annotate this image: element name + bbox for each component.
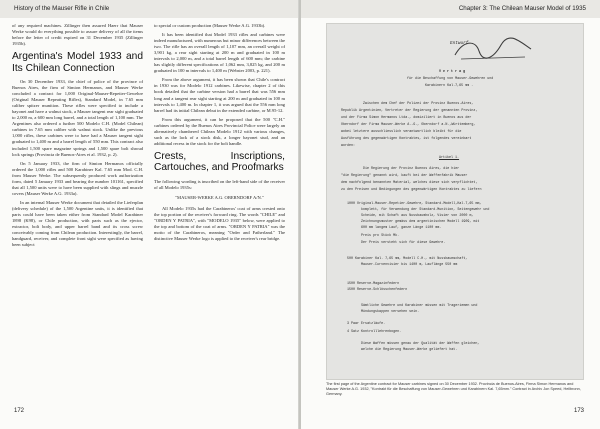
text-column-2 — [154, 23, 285, 245]
doc-heading-line: für die Beschaffung von Mauser-Gewehren und — [407, 77, 494, 81]
doc-item-line: 1000 Original-Mauser-Repetier-Gewehre, Standard-Modell,Kal.7,65 mm, — [347, 202, 482, 206]
paragraph: of any required machines. Zillinger then assured Haerr that Mauser Werke would do everything possible to assure delivery of all the items before the letter of credit expired on 31 December 1935 (Zillinger 1935b). — [12, 23, 143, 47]
doc-line: Die Regierung der Provinz Buenos Aires, die hier — [363, 167, 460, 171]
left-page — [0, 0, 299, 429]
doc-line: Zwischen dem Chef der Polizei der Provinz Buenos-Aires, — [363, 102, 474, 106]
paragraph: to special or custom production (Mauser Werke A.G. 1933b). — [154, 23, 266, 28]
doc-item-line: Scheide, mit Schaft aus Nussbaumholz, Visier von 2000 m, — [361, 214, 474, 218]
doc-heading-line: V e r t r a g — [439, 70, 466, 74]
doc-line: worden: — [341, 144, 356, 148]
doc-item-line: 1500 Reserve-Schlösschenfedern — [347, 288, 408, 292]
doc-line: wobei letztere ausschliesslich verantwortlich bleibt für die — [341, 130, 462, 134]
section-heading: Argentina's Model 1933 and Its Chilean Connection — [12, 51, 143, 74]
doc-line: welche die Regierung Mauser-Werke geliefert hat. — [361, 348, 458, 352]
doc-line: dem nachfolgend benannten Material, welches diese sich verpflichtet, — [341, 181, 478, 185]
doc-line: "die Regierung" genannt wird, kauft bei der Waffenfabrik Mauser — [341, 174, 468, 178]
page-number: 172 — [14, 408, 25, 414]
doc-article-heading: Artikel 1. — [439, 156, 460, 160]
doc-line: Oberndorf der Firma Mauser-Werke A.-G., Oberndorf a.N.,Württemberg, — [341, 123, 476, 127]
page-number: 173 — [573, 408, 584, 414]
running-head: History of the Mauser Rifle in Chile — [14, 5, 110, 12]
doc-line: 3 Paar Ersatzläufe. — [347, 322, 386, 326]
text-column-1 — [12, 23, 143, 251]
doc-line: Mündungskappen versehen sein. — [361, 310, 420, 314]
doc-line: 4 Satz Kontrolllehrenbogen. — [347, 330, 402, 334]
doc-item-line: 500 Karabiner Kal. 7,65 mm, Modell C.H., mit Nussbaumschaft, — [347, 257, 468, 261]
paragraph: On 5 January 1933, the firm of Simion Hermanos officially ordered the 1,000 rifles and 500 Karabiner Kal. 7.65 mm Mod. C.H. from Mauser Werke. The subsequently produced work authorization form, dated 5 January 1933 and bearing the number 101161, specified that all 1,500 units were to have been supplied with slings and muzzle covers (Mauser Werke A.G. 1933a). — [12, 160, 143, 196]
doc-line: Republik Argentinien, Vertreter der Regierung der genannten Provinz, — [341, 109, 478, 113]
doc-line: und der Firma Simon Hermanos Ltda., domiziliert in Buenos aus der — [341, 116, 472, 120]
running-head: Chapter 3: The Chilean Mauser Model of 1935 — [458, 5, 586, 12]
paragraph: The following wording is inscribed on the left-hand side of the receiver of all Modelo 1935s: — [154, 178, 285, 190]
paragraph: In an internal Mauser Werke document that detailed the Lieferplan (delivery schedule) of the 1,500 Argentine units, it is identified that parts could have been taken either from Standard Model Karabiner 1898 (K98), or Chile production, with parts such as the ejector, extractor, bolt body, and upper barrel band and its cross screw conceivably coming from Chilean production. Interestingly, the barrel, handguard, receiver, and complete front sight were specified as having been subject — [12, 199, 143, 248]
doc-item-line: komplett, für Verwendung der Standard-Munition, Seitengewehr und — [361, 208, 490, 212]
paragraph: On 30 December 1933, the chief of police of the province of Buenos Aires, the firm of Simion Hermanos, and Mauser Werke concluded a contract for 1,000 Original-Mauser-Repetier-Gewehre (Original Mauser Repeating Rifles), Standard Model, in 7.65 mm caliber spitzer munition. These rifles were specified to include a bayonet and have a walnut stock, a Mauser tangent rear sight graduated to 2,000 m, a 600 mm long barrel, and a total length of 1,100 mm. The Argentines also ordered a further 500 Modelo C.H. (Model Chilean) carbines in 7.65 mm caliber with walnut stock. Unlike the previous 1,000 rifles, these carbines were to have had a Mauser tangent sight graduated to 1,400 m and a barrel length of 550 mm. This contract also included 1,500 spare magazine springs and 1,500 spare bolt shroud lock springs (Provincia de Buenos-Aires et al. 1932, p. 2). — [12, 79, 143, 157]
paragraph: From the above argument, it has been shown that Chile's contract in 1930 was for Modelo 1912 carbines. Likewise, chapter 2 of this book detailed that the carbine version had a barrel that was 556 mm long and a tangent rear sight starting at 200 m and graduated in 100 m intervals to 1,400 m. In chapter 1, it was argued that the 556 mm long barrel had its initial Chilean debut in the extended carbine, or M.95-12. — [154, 77, 285, 113]
doc-item-line: 600 mm langem Lauf, ganze Länge 1100 mm. — [361, 226, 442, 230]
handwritten-stamp — [449, 33, 537, 67]
doc-note-line: Der Preis versteht sich für diese Gewehre. — [361, 241, 446, 245]
doc-item-line: Zeichnungsmuster gemäss dem argentinischen Modell 1909, mit — [361, 220, 480, 224]
figure-caption: The first page of the Argentine contract for Mauser carbines signed on 30 December 1932. Provincia de Buenos-Aires, Firma Simon Hermanos and Mauser Werke A.G. 1932, "Kontrakt für die Beschaffung von Mauser-Gewehren und Karabinern Kal. 7,65mm." Contract in Archiv Jon Speed, Heilbronn, Germany. — [326, 382, 581, 396]
doc-line: Ausführung des gegenwärtigen Kontraktes, ist folgendes vereinbart — [341, 137, 472, 141]
doc-item-line: 1500 Reserve-Magazinfedern — [347, 282, 400, 286]
right-page — [301, 0, 600, 429]
section-heading: Crests, Inscriptions, Cartouches, and Proofmarks — [154, 150, 285, 174]
doc-heading-line: Karabinern Kal.7,65 mm . — [425, 84, 474, 88]
paragraph: From this argument, it can be proposed that the 500 "C.H." carbines ordered by the Buenos Aires Provincial Police were largely an alternatively chambered Chilean Modelo 1912 with various changes, such as the lack of a stock disk, a longer bayonet stud, and an additional recess in the stock for the bolt handle. — [154, 116, 285, 146]
contract-document-image — [326, 23, 584, 380]
doc-item-line: Mauser-Curvenvisier bis 1400 m, Lauflänge 550 mm — [361, 263, 458, 267]
stamp-text: Entwurf — [450, 41, 469, 46]
doc-price-line: Preis pro Stück Mk. — [361, 234, 400, 238]
doc-line: Sämtliche Gewehre und Karabiner müssen mit Trageriemen und — [361, 304, 478, 308]
doc-line: Diese Waffen müssen genau der Qualität der Waffen gleichen, — [361, 342, 480, 346]
doc-line: zu den Preisen und Bedingungen des gegenwärtigen Kontraktes zu liefern — [341, 188, 482, 192]
paragraph: It has been identified that Model 1933 rifles and carbines were indeed manufactured, with numerous but minor differences between the two. The rifle has an overall length of 1,107 mm, an overall weight of 3,901 kg, a rear sight starting at 200 m and graduated in 100 m intervals to 2,000 m, and a total barrel length of 600 mm; the carbine has slightly different specifications of 1,062 mm, 3,825 kg, and 200 m graduated in 100 m intervals to 1,400 m (Webster 2003, p. 221). — [154, 32, 285, 74]
paragraph: All Modelo 1935s had the Carabineros' coat of arms crested onto the top portion of the receiver's forward ring. The words "CHILE" and "ORDEN Y PATRIA", with "MODELO 1935" below, were applied to the top and bottom of the coat of arms. "ORDEN Y PATRIA" was the motto of the Carabineros, meaning "Order and Fatherland." The distinctive Mauser Werke logo is applied to the receiver's rear bridge. — [154, 205, 285, 242]
inscription-quote: "MAUSER-WERKE A.G. OBERNDORF A/N." — [175, 194, 264, 200]
